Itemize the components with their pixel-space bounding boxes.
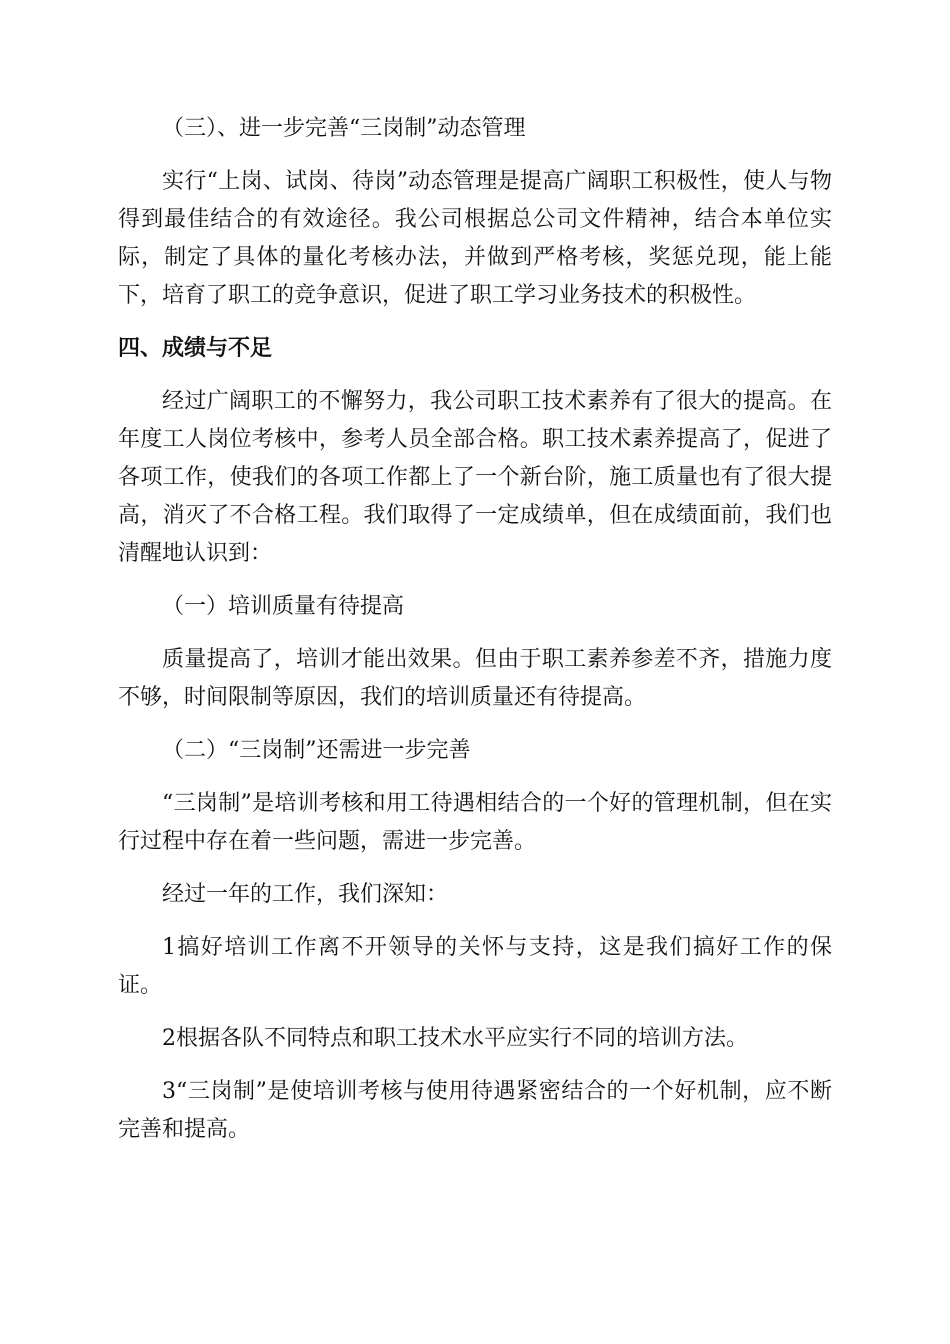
paragraph-dynamic-management: 实行“上岗、试岗、待岗”动态管理是提高广阔职工积极性，使人与物得到最佳结合的有效途径。我公司根据总公司文件精神，结合本单位实际，制定了具体的量化考核办法，并做到严格考核，奖惩兑现，能上能下，培育了职工的竞争意识，促进了职工学习业务技术的积极性。: [118, 169, 832, 308]
subsection-heading-2: （二）“三岗制”还需进一步完善: [162, 738, 471, 763]
document-body: [118, 110, 832, 1164]
paragraph-training-quality: 质量提高了，培训才能出效果。但由于职工素养参差不齐，措施力度不够，时间限制等原因，我们的培训质量还有待提高。: [118, 647, 832, 710]
paragraph-achievements: 经过广阔职工的不懈努力，我公司职工技术素养有了很大的提高。在年度工人岗位考核中，参考人员全部合格。职工技术素养提高了，促进了各项工作，使我们的各项工作都上了一个新台阶，施工质量也有了很大提高，消灭了不合格工程。我们取得了一定成绩单，但在成绩面前，我们也清醒地认识到：: [118, 389, 832, 566]
subsection-heading-3: （三）、进一步完善“三岗制”动态管理: [162, 116, 526, 141]
list-item-3: 3“三岗制”是使培训考核与使用待遇紧密结合的一个好机制，应不断完善和提高。: [118, 1079, 832, 1142]
list-item-1: 1搞好培训工作离不开领导的关怀与支持，这是我们搞好工作的保证。: [118, 935, 832, 998]
list-item-2: 2根据各队不同特点和职工技术水平应实行不同的培训方法。: [162, 1026, 748, 1051]
section-heading-achievements: 四、成绩与不足: [118, 336, 273, 361]
paragraph-three-post-system: “三岗制”是培训考核和用工待遇相结合的一个好的管理机制，但在实行过程中存在着一些问题，需进一步完善。: [118, 791, 832, 854]
subsection-heading-1: （一）培训质量有待提高: [162, 594, 405, 619]
paragraph-lessons-intro: 经过一年的工作，我们深知：: [162, 882, 449, 907]
